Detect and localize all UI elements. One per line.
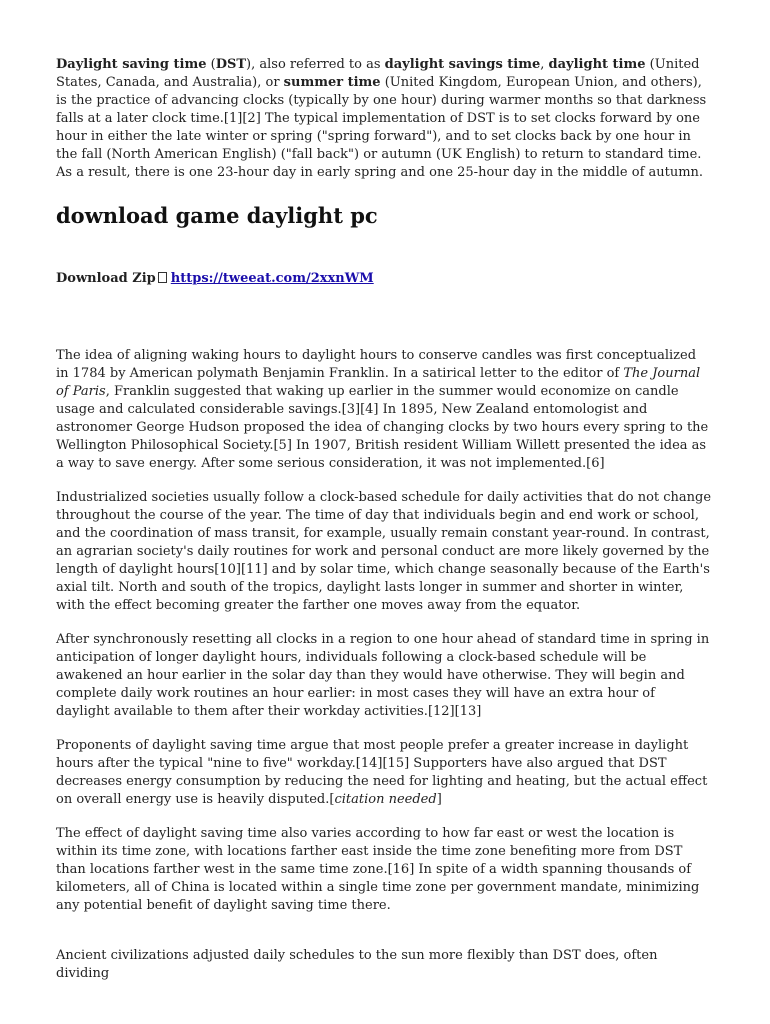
paragraph-ancient-civilizations: Ancient civilizations adjusted daily schedules to the sun more flexibly than DST does, often dividing [56,948,658,981]
term-daylight-time: daylight time [548,57,646,72]
citation-needed: citation needed [334,792,437,807]
paragraph-resetting-clocks: After synchronously resetting all clocks in a region to one hour ahead of standard time in spring in anticipation of longer daylight hours, individuals following a clock-based schedule will be awakened an hour earlier in the solar day than they would have otherwise. They will begin and complete daily work routines an hour earlier: in most cases they will have an extra hour of daylight available to them after their workday activities.[12][13] [56,632,710,719]
missing-glyph-icon [158,272,167,283]
paragraph-industrialized: Industrialized societies usually follow a clock-based schedule for daily activities that do not change throughout the course of the year. The time of day that individuals begin and end work or school, and the coordination of mass transit, for example, usually remain constant year-round. In contrast, an agrarian society's daily routines for work and personal conduct are more likely governed by the length of daylight hours[10][11] and by solar time, which change seasonally because of the Earth's axial tilt. North and south of the tropics, daylight lasts longer in summer and shorter in winter, with the effect becoming greater the farther one moves away from the equator. [56,490,712,613]
intro-paragraph: Daylight saving time (DST), also referred to as daylight savings time, daylight time (United States, Canada, and Australia), or summer time (United Kingdom, European Union, and others), is the practice of advancing clocks (typically by one hour) during warmer months so that darkness falls at a later clock time.[1][2] The typical implementation of DST is to set clocks forward by one hour in either the late winter or spring ("spring forward"), and to set clocks back by one hour in the fall (North American English) ("fall back") or autumn (UK English) to return to standard time. As a result, there is one 23-hour day in early spring and one 25-hour day in the middle of autumn. [56,57,707,180]
paragraph-time-zone-effect: The effect of daylight saving time also varies according to how far east or west the location is within its time zone, with locations farther east inside the time zone benefiting more from DST than locations farther west in the same time zone.[16] In spite of a width spanning thousands of kilometers, all of China is located within a single time zone per government mandate, minimizing any potential benefit of daylight saving time there. [56,826,700,913]
download-label: Download Zip [56,271,156,286]
download-line [56,270,712,288]
term-summer-time: summer time [283,75,381,90]
download-link[interactable]: https://tweeat.com/2xxnWM [170,271,374,286]
term-daylight-savings-time: daylight savings time [384,57,541,72]
page-heading: download game daylight pc [56,203,378,228]
term-daylight-saving-time: Daylight saving time [56,57,207,72]
paragraph-proponents: Proponents of daylight saving time argue that most people prefer a greater increase in daylight hours after the typical "nine to five" workday.[14][15] Supporters have also argued that DST decreases energy consumption by reducing the need for lighting and heating, but the actual effect on overall energy use is heavily disputed.[citation needed] [56,738,708,807]
journal-title: The Journal of Paris [56,366,701,399]
term-dst: DST [215,57,247,72]
paragraph-franklin: The idea of aligning waking hours to daylight hours to conserve candles was first conceptualized in 1784 by American polymath Benjamin Franklin. In a satirical letter to the editor of The Journal of Paris, Franklin suggested that waking up earlier in the summer would economize on candle usage and calculated considerable savings.[3][4] In 1895, New Zealand entomologist and astronomer George Hudson proposed the idea of changing clocks by two hours every spring to the Wellington Philosophical Society.[5] In 1907, British resident William Willett presented the idea as a way to save energy. After some serious consideration, it was not implemented.[6] [56,348,709,471]
